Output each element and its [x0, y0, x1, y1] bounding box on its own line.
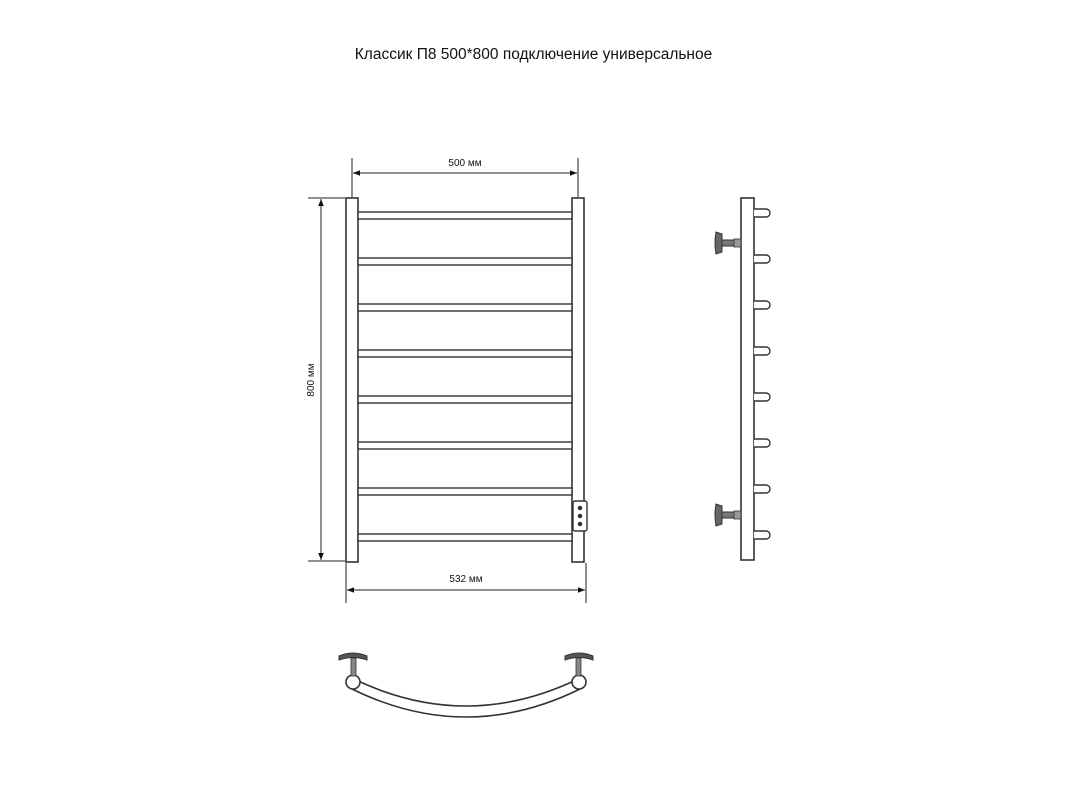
- dim-height: [306, 198, 345, 561]
- top-view: [339, 653, 593, 717]
- crossbar-8: [358, 534, 572, 541]
- top-view-right-post: [572, 675, 586, 689]
- top-view-curve-outer: [352, 689, 580, 717]
- front-crossbars: [358, 212, 572, 541]
- crossbar-4: [358, 350, 572, 357]
- dim-height-label: 800 мм: [306, 363, 317, 397]
- side-mount-bottom: [715, 504, 741, 526]
- crossbar-2: [358, 258, 572, 265]
- side-mount-top: [715, 232, 741, 254]
- dim-top-width: [352, 158, 578, 197]
- side-view: [715, 198, 770, 560]
- dim-width-outer-label: 532 мм: [449, 574, 483, 585]
- side-crossbar-stubs: [754, 209, 770, 539]
- top-view-curve-inner: [356, 680, 576, 706]
- control-box: [573, 501, 587, 531]
- drawing-title: Классик П8 500*800 подключение универсальное: [354, 46, 713, 63]
- crossbar-3: [358, 304, 572, 311]
- side-post: [741, 198, 754, 560]
- front-left-post: [346, 198, 358, 562]
- crossbar-5: [358, 396, 572, 403]
- dim-width-inner-label: 500 мм: [448, 158, 482, 169]
- front-view: [306, 158, 587, 603]
- crossbar-6: [358, 442, 572, 449]
- dim-bottom-width: [346, 563, 586, 603]
- crossbar-1: [358, 212, 572, 219]
- crossbar-7: [358, 488, 572, 495]
- top-view-left-post: [346, 675, 360, 689]
